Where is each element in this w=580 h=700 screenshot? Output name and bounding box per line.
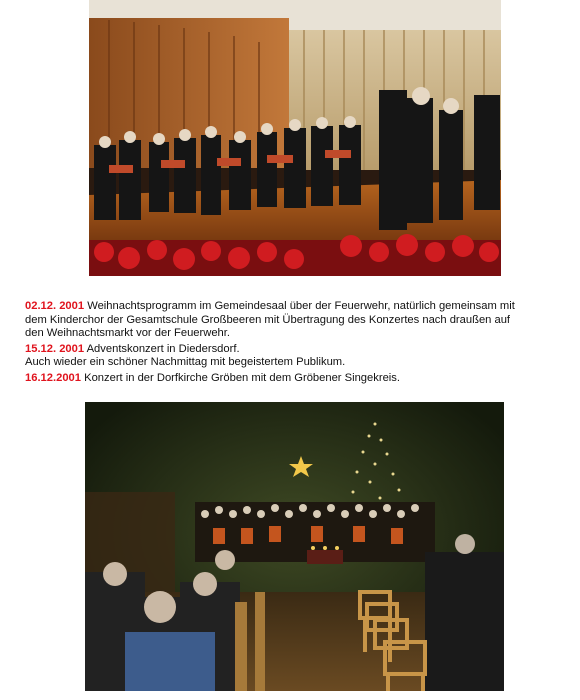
event-text: dem Kinderchor der Gesamtschule Großbeeren mit Übertragung des Konzertes nach draußen auf [25, 313, 511, 326]
event-text: Konzert in der Dorfkirche Gröben mit dem Gröbener Singekreis. [81, 371, 400, 384]
church-concert-photo [85, 402, 504, 691]
event-entry [25, 343, 565, 370]
event-text: Auch wieder ein schöner Nachmittag mit begeistertem Publikum. [25, 356, 346, 369]
stage-concert-photo [89, 0, 501, 276]
event-date: 16.12.2001 [25, 371, 81, 384]
event-list [25, 300, 565, 388]
event-text: Weihnachtsprogramm im Gemeindesaal über der Feuerwehr, natürlich gemeinsam mit [84, 300, 515, 312]
event-date: 15.12. 2001 [25, 342, 85, 355]
event-text: den Weihnachtsmarkt vor der Feuerwehr. [25, 327, 230, 340]
event-text: Adventskonzert in Diedersdorf. [84, 342, 240, 355]
event-entry [25, 372, 565, 386]
event-entry [25, 300, 565, 341]
event-date: 02.12. 2001 [25, 300, 85, 312]
